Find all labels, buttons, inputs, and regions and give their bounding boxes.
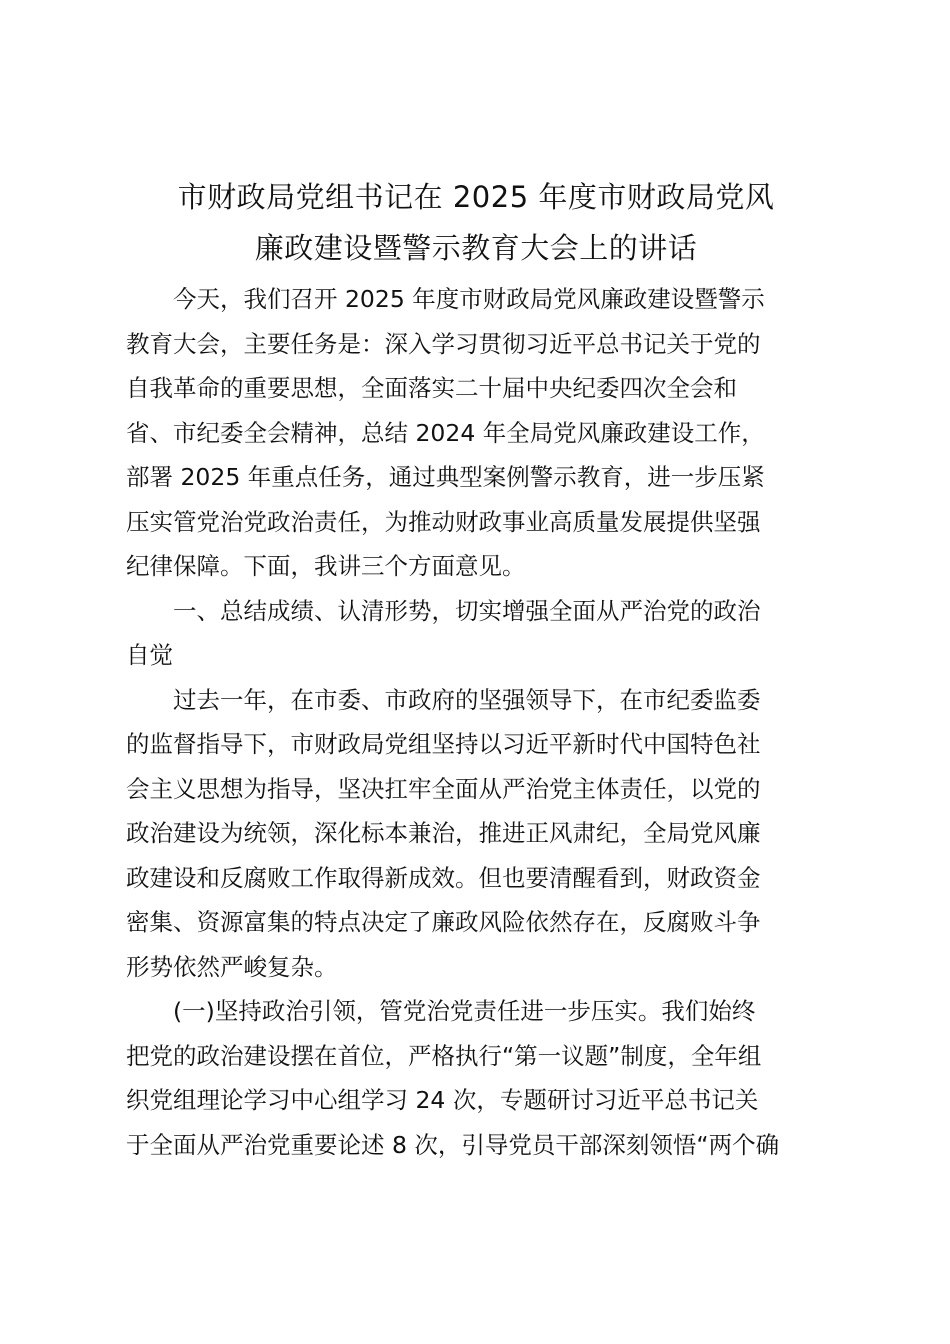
document-body bbox=[126, 277, 826, 1167]
paragraph-line: 于全面从严治党重要论述 8 次，引导党员干部深刻领悟“两个确 bbox=[126, 1130, 780, 1159]
paragraph-line: 自我革命的重要思想，全面落实二十届中央纪委四次全会和 bbox=[126, 374, 737, 402]
heading-line: 自觉 bbox=[126, 641, 173, 669]
title-line-1: 市财政局党组书记在 2025 年度市财政局党风 bbox=[177, 180, 775, 214]
paragraph-line: 过去一年，在市委、市政府的坚强领导下，在市纪委监委 bbox=[173, 685, 761, 714]
paragraph-subsection-1 bbox=[126, 989, 826, 1167]
paragraph-line: 形势依然严峻复杂。 bbox=[126, 952, 338, 981]
section-heading-1 bbox=[126, 589, 826, 678]
paragraph-line: 把党的政治建设摆在首位，严格执行“第一议题”制度，全年组 bbox=[126, 1041, 762, 1070]
paragraph-line: 纪律保障。下面，我讲三个方面意见。 bbox=[126, 552, 526, 580]
paragraph-line: 压实管党治党政治责任，为推动财政事业高质量发展提供坚强 bbox=[126, 507, 761, 536]
paragraph-line: 教育大会，主要任务是：深入学习贯彻习近平总书记关于党的 bbox=[126, 329, 761, 358]
heading-line: 一、总结成绩、认清形势，切实增强全面从严治党的政治 bbox=[173, 596, 761, 625]
paragraph-line: 会主义思想为指导，坚决扛牢全面从严治党主体责任，以党的 bbox=[126, 774, 761, 803]
paragraph-line: 织党组理论学习中心组学习 24 次，专题研讨习近平总书记关 bbox=[126, 1086, 759, 1114]
paragraph-line: 部署 2025 年重点任务，通过典型案例警示教育，进一步压紧 bbox=[126, 463, 765, 491]
paragraph-line: 省、市纪委全会精神，总结 2024 年全局党风廉政建设工作， bbox=[126, 418, 765, 447]
paragraph-opening bbox=[126, 277, 826, 589]
document-title bbox=[126, 172, 826, 274]
paragraph-line: (一)坚持政治引领，管党治党责任进一步压实。我们始终 bbox=[173, 997, 756, 1025]
paragraph-line: 政建设和反腐败工作取得新成效。但也要清醒看到，财政资金 bbox=[126, 863, 761, 892]
paragraph-line: 的监督指导下，市财政局党组坚持以习近平新时代中国特色社 bbox=[126, 730, 761, 758]
title-line-2: 廉政建设暨警示教育大会上的讲话 bbox=[254, 231, 698, 265]
paragraph-line: 政治建设为统领，深化标本兼治，推进正风肃纪，全局党风廉 bbox=[126, 819, 761, 847]
paragraph-review bbox=[126, 678, 826, 990]
paragraph-line: 密集、资源富集的特点决定了廉政风险依然存在，反腐败斗争 bbox=[126, 908, 761, 936]
paragraph-line: 今天，我们召开 2025 年度市财政局党风廉政建设暨警示 bbox=[173, 285, 765, 313]
